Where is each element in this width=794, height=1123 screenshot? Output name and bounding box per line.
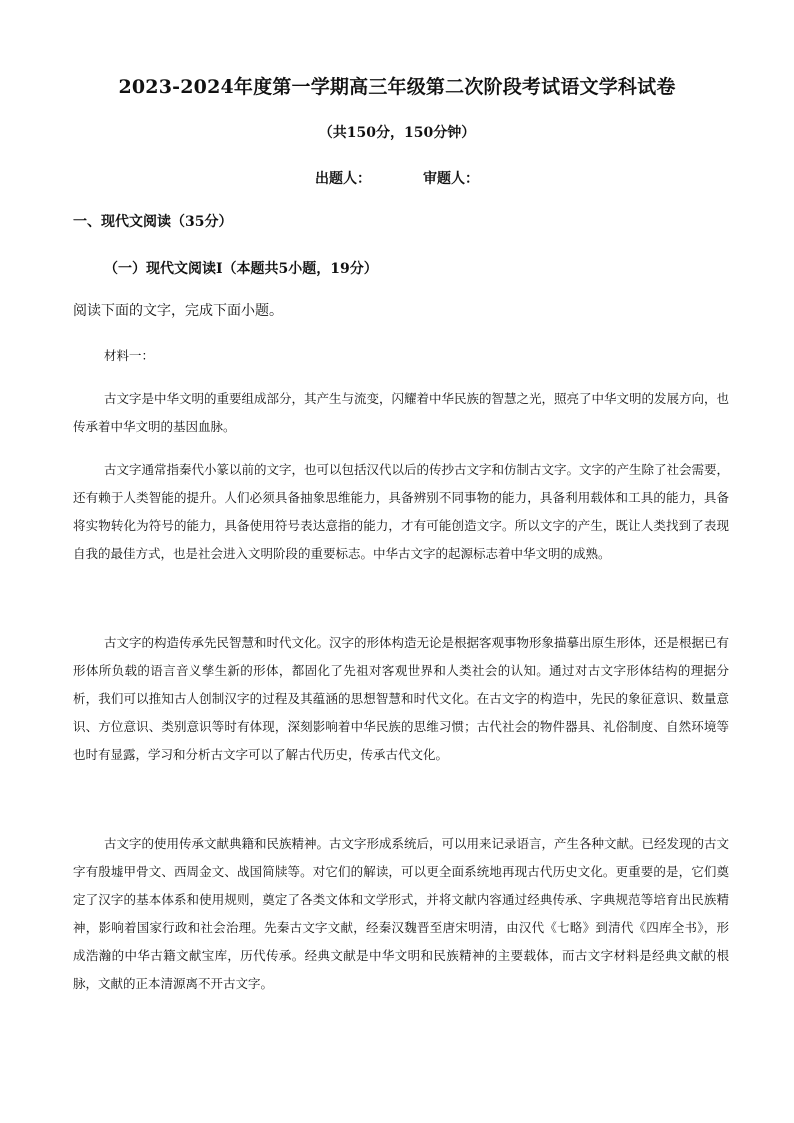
setter-label: 出题人： <box>315 171 371 187</box>
paragraph: 古文字通常指秦代小篆以前的文字，也可以包括汉代以后的传抄古文字和仿制古文字。文字的产生除了社会需要，还有赖于人类智能的提升。人们必须具备抽象思维能力，具备辨别不同事物的能力，具备利用载体和工具的能力，具备将实物转化为符号的能力，具备使用符号表达意指的能力，才有可能创造文字。所以文字的产生，既让人类找到了表现自我的最佳方式，也是社会进入文明阶段的重要标志。中华古文字的起源标志着中华文明的成熟。 <box>73 462 730 561</box>
paragraph: 古文字的使用传承文献典籍和民族精神。古文字形成系统后，可以用来记录语言，产生各种文献。已经发现的古文字有殷墟甲骨文、西周金文、战国简牍等。对它们的解读，可以更全面系统地再现古代历史文化。更重要的是，它们奠定了汉字的基本体系和使用规则，奠定了各类文体和文学形式，并将文献内容通过经典传承、字典规范等培育出民族精神，影响着国家行政和社会治理。先秦古文字文献，经秦汉魏晋至唐宋明清，由汉代《七略》到清代《四库全书》，形成浩瀚的中华古籍文献宝库，历代传承。经典文献是中华文明和民族精神的主要载体，而古文字材料是经典文献的根脉，文献的正本清源离不开古文字。 <box>73 836 730 991</box>
exam-authors <box>0 168 794 188</box>
paragraph: 古文字是中华文明的重要组成部分，其产生与流变，闪耀着中华民族的智慧之光，照亮了中华文明的发展方向，也传承着中华文明的基因血脉。 <box>73 391 730 434</box>
subsection-heading: （一）现代文阅读Ⅰ（本题共5小题，19分） <box>104 261 378 277</box>
reviewer-label: 审题人： <box>423 171 479 187</box>
section-heading: 一、现代文阅读（35分） <box>73 214 233 230</box>
material-label: 材料一： <box>104 348 155 363</box>
exam-title: 2023-2024年度第一学期高三年级第二次阶段考试语文学科试卷 <box>118 76 676 98</box>
exam-score-time: （共150分，150分钟） <box>318 125 476 141</box>
reading-instruction: 阅读下面的文字，完成下面小题。 <box>73 303 283 319</box>
paragraph: 古文字的构造传承先民智慧和时代文化。汉字的形体构造无论是根据客观事物形象描摹出原生形体，还是根据已有形体所负载的语言音义孳生新的形体，都固化了先祖对客观世界和人类社会的认知。通过对古文字形体结构的理据分析，我们可以推知古人创制汉字的过程及其蕴涵的思想智慧和时代文化。在古文字的构造中，先民的象征意识、数量意识、方位意识、类别意识等时有体现，深刻影响着中华民族的思维习惯；古代社会的物件器具、礼俗制度、自然环境等也时有显露，学习和分析古文字可以了解古代历史，传承古代文化。 <box>73 635 730 762</box>
